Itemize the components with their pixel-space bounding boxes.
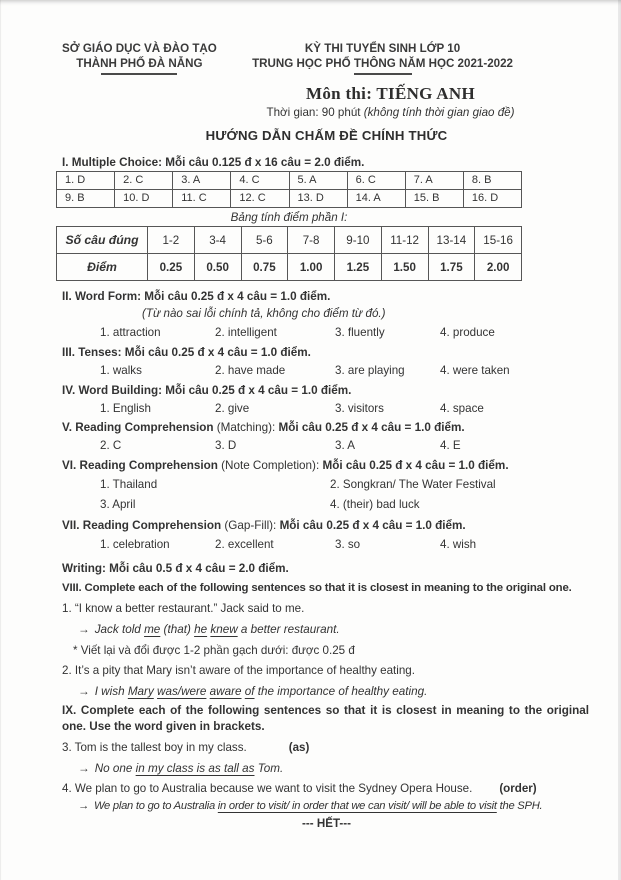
section-7-heading-type: (Gap-Fill): (224, 519, 280, 532)
arrow-icon: → (78, 685, 90, 698)
arrow-icon: → (78, 800, 89, 812)
section-9-heading: IX. Complete each of the following sentences so that it is closest in meaning to the original one. Use the word given in brackets. (62, 704, 589, 733)
answer-segment: (that) (160, 623, 195, 636)
mc-answer-cell: 8. B (463, 172, 521, 190)
answer-item: 2. give (215, 402, 250, 415)
end-marker: --- HẾT--- (302, 817, 351, 830)
writing-heading: Writing: Mỗi câu 0.5 đ x 4 câu = 2.0 điểm. (62, 562, 289, 575)
rewrite-prompt-3 (62, 740, 591, 755)
section-5-heading-main: V. Reading Comprehension (62, 421, 217, 434)
section-7-heading-main: VII. Reading Comprehension (62, 519, 225, 532)
section-2-heading: II. Word Form: Mỗi câu 0.25 đ x 4 câu = 1.0 điểm. (62, 290, 331, 303)
answer-item: 4. produce (440, 326, 495, 339)
answer-item: 3. A (335, 439, 355, 452)
mc-answer-cell: 9. B (57, 190, 115, 208)
score-range-cell: 9-10 (335, 227, 382, 254)
mc-answer-cell: 6. C (347, 172, 405, 190)
answer-segment: me (144, 623, 161, 636)
keyword-hint: (as) (288, 741, 310, 754)
section-5-heading-score: Mỗi câu 0.25 đ x 4 câu = 1.0 điểm. (278, 421, 465, 434)
answer-item: 3. fluently (335, 326, 385, 339)
score-range-cell: 3-4 (194, 227, 241, 254)
mc-answer-cell: 3. A (173, 172, 231, 190)
section-2-answers (100, 325, 591, 340)
answer-segment: in my class is as tall as (135, 762, 255, 775)
answer-item: 3. April (100, 498, 136, 511)
score-value-cell: 2.00 (475, 254, 522, 281)
mc-answer-cell: 13. D (289, 190, 347, 208)
score-range-cell: 15-16 (475, 227, 522, 254)
prompt-text: 4. We plan to go to Australia because we want to visit the Sydney Opera House. (62, 782, 473, 795)
section-1-heading: I. Multiple Choice: Mỗi câu 0.125 đ x 16 câu = 2.0 điểm. (62, 156, 365, 169)
answer-text (95, 685, 428, 698)
document-title: HƯỚNG DẪN CHẤM ĐỀ CHÍNH THỨC (205, 128, 448, 143)
issuing-authority-block (62, 41, 217, 75)
answer-segment: the importance of healthy eating. (254, 685, 428, 698)
score-range-row (57, 227, 522, 254)
score-range-label: Số câu đúng (57, 227, 148, 254)
score-value-cell: 1.50 (381, 254, 428, 281)
mc-answer-cell: 1. D (57, 172, 115, 190)
mc-answer-cell: 10. D (115, 190, 173, 208)
answer-item: 2. intelligent (215, 326, 277, 339)
arrow-icon: → (78, 762, 90, 775)
mc-answer-cell: 4. C (231, 172, 289, 190)
mc-answer-cell: 5. A (289, 172, 347, 190)
subject-block (62, 83, 591, 120)
rewrite-answer-2 (78, 684, 591, 700)
score-value-cell: 0.75 (241, 254, 288, 281)
score-value-label: Điểm (57, 254, 148, 281)
score-range-cell: 5-6 (241, 227, 288, 254)
answer-item: 3. D (215, 439, 237, 452)
score-table-caption: Bảng tính điểm phần I: (230, 211, 348, 224)
mc-answer-cell: 2. C (115, 172, 173, 190)
subject-line: Môn thi: TIẾNG ANH (306, 84, 475, 103)
score-value-row (57, 254, 522, 281)
answer-item: 4. were taken (440, 364, 510, 377)
mc-row-2 (57, 190, 522, 208)
mc-answer-cell: 14. A (347, 190, 405, 208)
answer-segment: he (194, 623, 208, 636)
score-value-cell: 1.75 (428, 254, 475, 281)
answer-item: 3. are playing (335, 364, 405, 377)
score-value-cell: 1.25 (335, 254, 382, 281)
answer-item: 1. celebration (100, 538, 170, 551)
answer-item: 2. excellent (215, 538, 274, 551)
section-3-heading: III. Tenses: Mỗi câu 0.25 đ x 4 câu = 1.0 điểm. (62, 346, 311, 359)
answer-item: 4. E (440, 439, 461, 452)
keyword-hint: (order) (499, 782, 537, 795)
score-value-cell: 0.50 (194, 254, 241, 281)
answer-item: 2. C (100, 439, 122, 452)
section-5-heading-type: (Matching): (216, 421, 279, 434)
answer-segment: We plan to go to Australia (93, 800, 218, 812)
section-7-heading (62, 518, 591, 533)
section-7-answers (100, 537, 591, 552)
rewrite-answer-3 (78, 761, 591, 777)
authority-line1: SỞ GIÁO DỤC VÀ ĐÀO TẠO (62, 42, 217, 55)
score-value-cell: 1.00 (288, 254, 335, 281)
answer-item: 4. space (440, 402, 484, 415)
duration-note: (không tính thời gian giao đề) (363, 106, 515, 119)
answer-item: 1. walks (100, 364, 142, 377)
answer-segment: Jack told (94, 623, 145, 636)
header-underline (354, 73, 412, 75)
mc-answer-cell: 16. D (463, 190, 521, 208)
rewrite-prompt-1: 1. “I know a better restaurant.” Jack said to me. (62, 602, 305, 615)
section-4-answers (100, 401, 591, 416)
mc-answer-cell: 15. B (405, 190, 463, 208)
answer-item: 4. (their) bad luck (330, 498, 420, 511)
answer-segment: Mary (127, 685, 154, 698)
score-range-cell: 1-2 (148, 227, 195, 254)
answer-segment: I wish (94, 685, 128, 698)
exam-line1: KỲ THI TUYỂN SINH LỚP 10 (304, 42, 461, 55)
answer-segment: No one (94, 762, 136, 775)
multiple-choice-table (56, 171, 522, 208)
score-range-cell: 7-8 (288, 227, 335, 254)
answer-segment: a better restaurant. (237, 623, 340, 636)
rewrite-answer-4 (78, 798, 591, 814)
answer-segment: Tom. (254, 762, 284, 775)
score-range-cell: 13-14 (428, 227, 475, 254)
header-underline (101, 73, 177, 75)
exam-title-block (252, 41, 513, 75)
answer-item: 2. have made (215, 364, 286, 377)
score-range-cell: 11-12 (381, 227, 428, 254)
answer-item: 3. so (335, 538, 361, 551)
duration-line (190, 105, 591, 120)
answer-segment: in order to visit/ in order that we can visit/ will be able to visit (217, 800, 497, 812)
rewrite-prompt-2: 2. It’s a pity that Mary isn’t aware of the importance of healthy eating. (62, 664, 415, 677)
section-6-heading-score: Mỗi câu 0.25 đ x 4 câu = 1.0 điểm. (322, 459, 509, 472)
exam-line2: TRUNG HỌC PHỔ THÔNG NĂM HỌC 2021-2022 (252, 57, 513, 70)
duration-text: Thời gian: 90 phút (266, 106, 364, 119)
answer-item: 1. attraction (100, 326, 161, 339)
section-5-answers (100, 438, 591, 453)
answer-segment: aware (209, 685, 242, 698)
answer-item: 1. English (100, 402, 151, 415)
answer-segment: of (244, 685, 255, 698)
authority-line2: THÀNH PHỐ ĐÀ NẴNG (76, 57, 203, 70)
section-5-heading (62, 420, 591, 435)
section-6-heading (62, 458, 591, 473)
section-4-heading: IV. Word Building: Mỗi câu 0.25 đ x 4 câu = 1.0 điểm. (62, 384, 352, 397)
section-3-answers (100, 363, 591, 378)
section-6-answers (100, 477, 591, 512)
mc-answer-cell: 12. C (231, 190, 289, 208)
answer-text (95, 762, 284, 775)
mc-answer-cell: 7. A (405, 172, 463, 190)
answer-segment: knew (210, 623, 238, 636)
rewrite-answer-1 (78, 622, 591, 638)
section-7-heading-score: Mỗi câu 0.25 đ x 4 câu = 1.0 điểm. (279, 519, 466, 532)
answer-item: 4. wish (440, 538, 477, 551)
answer-segment: was/were (157, 685, 207, 698)
answer-text (94, 800, 542, 812)
score-value-cell: 0.25 (148, 254, 195, 281)
section-6-heading-main: VI. Reading Comprehension (62, 459, 222, 472)
section-8-heading: VIII. Complete each of the following sentences so that it is closest in meaning to the original one. (62, 582, 572, 594)
mc-row-1 (57, 172, 522, 190)
arrow-icon: → (78, 623, 90, 636)
answer-text (95, 623, 340, 636)
spelling-note: (Từ nào sai lỗi chính tả, không cho điểm từ đó.) (142, 307, 386, 320)
mc-answer-cell: 11. C (173, 190, 231, 208)
score-conversion-table (56, 226, 522, 281)
prompt-text: 3. Tom is the tallest boy in my class. (62, 741, 247, 754)
answer-segment: the SPH. (496, 800, 543, 812)
section-6-heading-type: (Note Completion): (221, 459, 323, 472)
answer-item: 2. Songkran/ The Water Festival (330, 478, 496, 491)
document-header (62, 41, 591, 75)
grading-note-1: * Viết lại và đổi được 1-2 phần gạch dưới: được 0.25 đ (73, 644, 355, 657)
rewrite-prompt-4 (62, 781, 591, 796)
answer-item: 3. visitors (335, 402, 384, 415)
answer-item: 1. Thailand (100, 478, 158, 491)
